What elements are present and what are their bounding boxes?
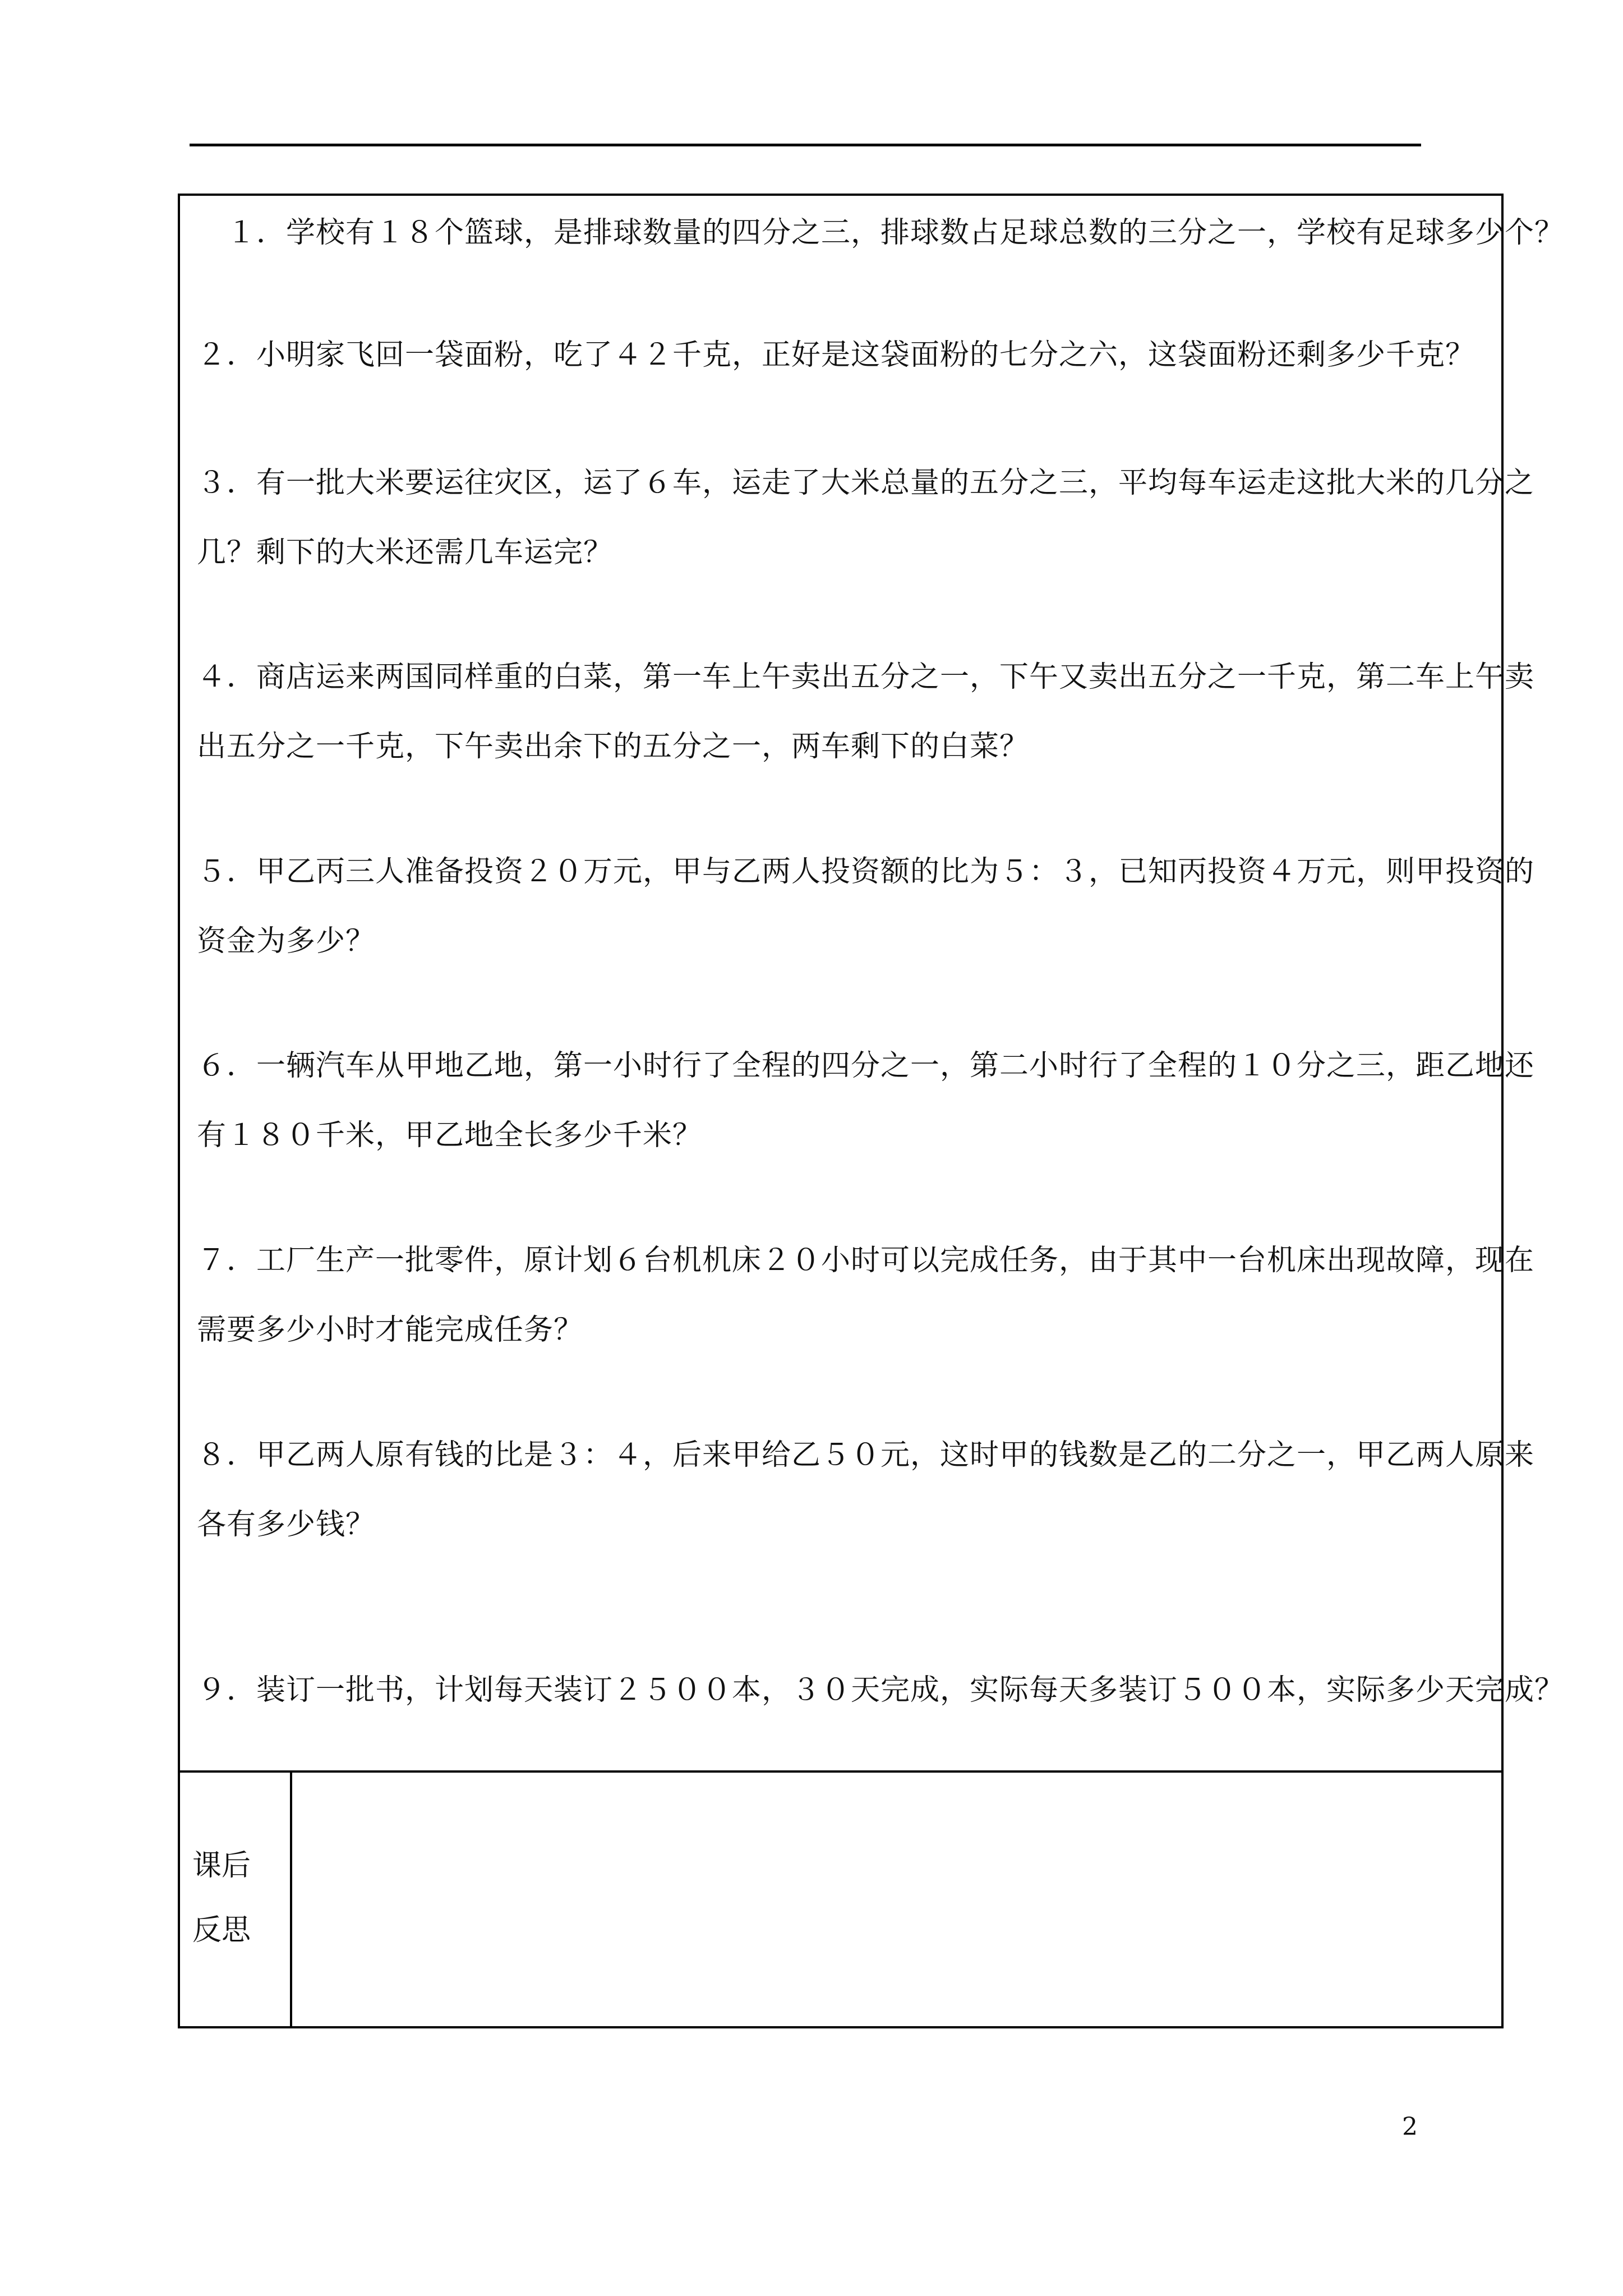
reflection-divider (290, 1773, 292, 2026)
reflection-label-line-2: 反思 (192, 1913, 251, 1947)
problem-8-line-1: ８．甲乙两人原有钱的比是３：４，后来甲给乙５０元，这时甲的钱数是乙的二分之一，甲乙两人原来 (197, 1438, 1535, 1472)
problem-4-line-2: 出五分之一千克，下午卖出余下的五分之一，两车剩下的白菜？ (197, 730, 1030, 763)
problem-7 (197, 1244, 1535, 1347)
problem-8 (197, 1438, 1535, 1542)
problem-3-line-2: 几？剩下的大米还需几车运完？ (197, 536, 614, 569)
problem-6-line-2: 有１８０千米，甲乙地全长多少千米？ (197, 1119, 703, 1152)
page-number: 2 (1402, 2113, 1418, 2141)
problem-2-line-1: ２．小明家飞回一袋面粉，吃了４２千克，正好是这袋面粉的七分之六，这袋面粉还剩多少千克？ (197, 338, 1476, 372)
problem-2 (197, 338, 1504, 372)
problem-5 (197, 855, 1535, 958)
problem-1-line-1: １．学校有１８个篮球，是排球数量的四分之三，排球数占足球总数的三分之一，学校有足球多少个？ (197, 216, 1565, 250)
problem-3-line-1: ３．有一批大米要运往灾区，运了６车，运走了大米总量的五分之三，平均每车运走这批大米的几分之 (197, 466, 1535, 500)
problem-9 (197, 1673, 1565, 1707)
problem-8-line-2: 各有多少钱？ (197, 1508, 376, 1542)
problem-6 (197, 1049, 1535, 1152)
header-rule (190, 144, 1421, 146)
problem-7-line-2: 需要多少小时才能完成任务？ (197, 1313, 584, 1347)
problem-9-line-1: ９．装订一批书，计划每天装订２５００本，３０天完成，实际每天多装订５００本，实际多少天完成？ (197, 1673, 1565, 1707)
problem-4 (197, 660, 1535, 763)
problem-3 (197, 466, 1535, 569)
reflection-section (178, 1770, 1504, 2028)
problem-5-line-2: 资金为多少？ (197, 924, 376, 958)
problem-4-line-1: ４．商店运来两国同样重的白菜，第一车上午卖出五分之一，下午又卖出五分之一千克，第二车上午卖 (197, 660, 1535, 694)
problems-section (178, 194, 1565, 1773)
problem-1 (197, 216, 1565, 250)
problem-6-line-1: ６．一辆汽车从甲地乙地，第一小时行了全程的四分之一，第二小时行了全程的１０分之三，距乙地还 (197, 1049, 1535, 1083)
reflection-label-line-1: 课后 (192, 1849, 251, 1883)
problem-5-line-1: ５．甲乙丙三人准备投资２０万元，甲与乙两人投资额的比为５：３，已知丙投资４万元，则甲投资的 (197, 855, 1535, 889)
problem-7-line-1: ７．工厂生产一批零件，原计划６台机机床２０小时可以完成任务，由于其中一台机床出现故障，现在 (197, 1244, 1535, 1277)
